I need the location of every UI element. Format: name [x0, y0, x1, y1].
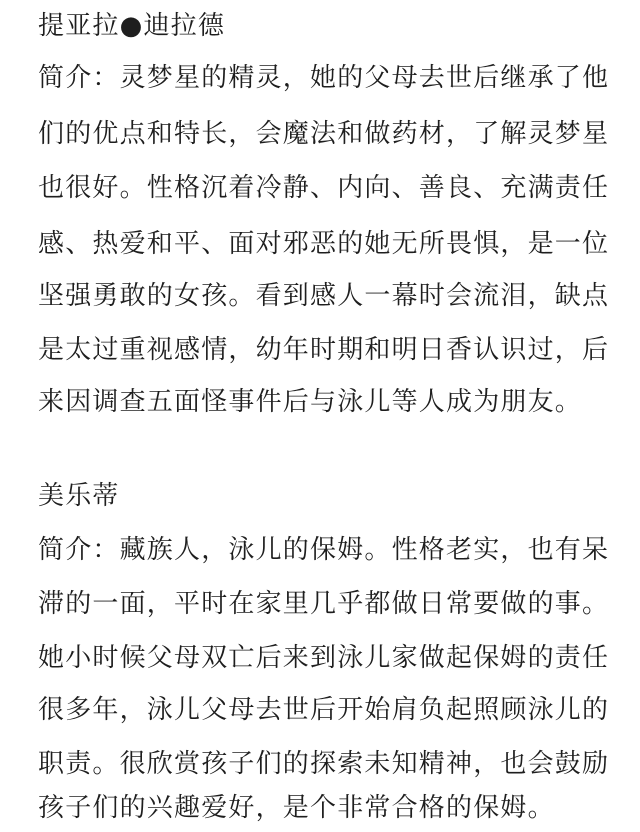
- description-line: 简介：藏族人，泳儿的保姆。性格老实，也有呆: [38, 535, 610, 565]
- description-line: 坚强勇敢的女孩。看到感人一幕时会流泪，缺点: [38, 281, 610, 311]
- description-line: 很多年，泳儿父母去世后开始肩负起照顾泳儿的: [38, 695, 610, 725]
- description-line: 感、热爱和平、面对邪恶的她无所畏惧，是一位: [38, 229, 610, 259]
- character-name: 美乐蒂: [38, 481, 120, 511]
- description-line: 简介：灵梦星的精灵，她的父母去世后继承了他: [38, 63, 610, 93]
- description-line: 职责。很欣赏孩子们的探索未知精神，也会鼓励: [38, 749, 610, 779]
- description-line: 她小时候父母双亡后来到泳儿家做起保姆的责任: [38, 643, 610, 673]
- description-line: 是太过重视感情，幼年时期和明日香认识过，后: [38, 335, 610, 365]
- character-name: 提亚拉●迪拉德: [38, 11, 226, 41]
- description-line: 滞的一面，平时在家里几乎都做日常要做的事。: [38, 589, 610, 619]
- description-line: 来因调查五面怪事件后与泳儿等人成为朋友。: [38, 387, 583, 417]
- description-line: 也很好。性格沉着冷静、内向、善良、充满责任: [38, 173, 610, 203]
- description-line: 们的优点和特长，会魔法和做药材，了解灵梦星: [38, 119, 610, 149]
- description-line: 孩子们的兴趣爱好，是个非常合格的保姆。: [38, 793, 555, 823]
